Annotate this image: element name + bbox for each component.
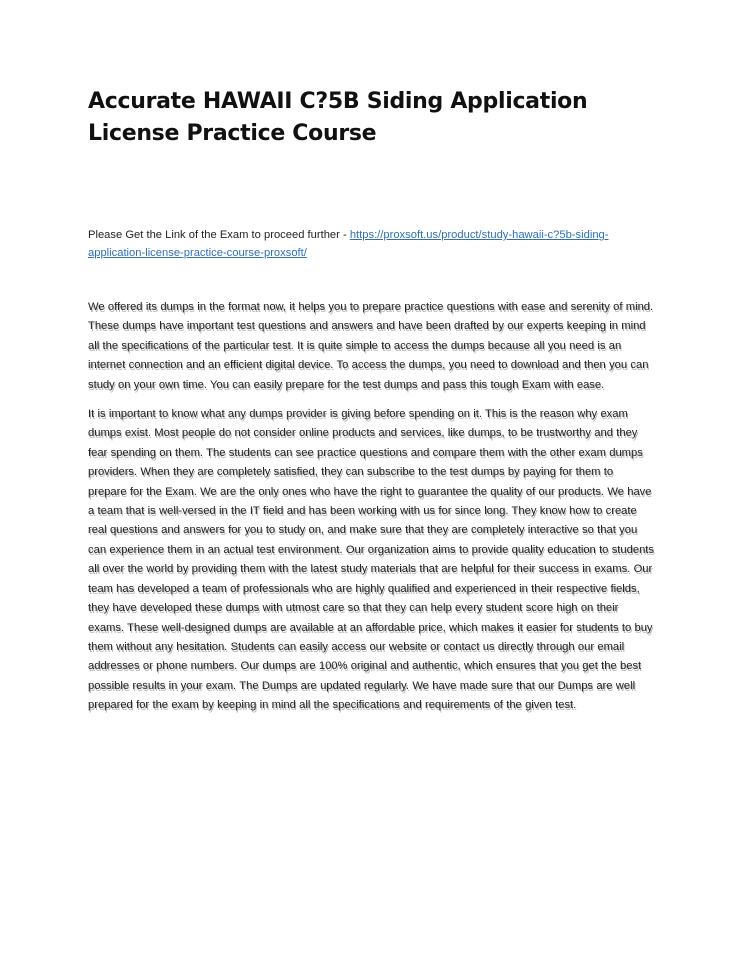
intro-line	[88, 226, 654, 262]
intro-text: Please Get the Link of the Exam to proceed further -	[88, 229, 350, 241]
exam-link[interactable]: https://proxsoft.us/product/study-hawaii-c?5b-siding-application-license-practice-course-proxsoft/	[88, 229, 609, 259]
paragraph-1: We offered its dumps in the format now, it helps you to prepare practice questions with ease and serenity of mind. These dumps have important test questions and answers and have been drafted by our experts keeping in mind all the specifications of the particular test. It is quite simple to access the dumps because all you need is an internet connection and an efficient digital device. To access the dumps, you need to download and then you can study on your own time. You can easily prepare for the test dumps and pass this tough Exam with ease.	[88, 301, 654, 391]
body-text	[88, 298, 654, 726]
paragraph-2: It is important to know what any dumps provider is giving before spending on it. This is the reason why exam dumps exist. Most people do not consider online products and services, like dumps, to be trustworthy and they fear spending on them. The students can see practice questions and compare them with the other exam dumps providers. When they are completely satisfied, they can subscribe to the test dumps by paying for them to prepare for the Exam. We are the only ones who have the right to guarantee the quality of our products. We have a team that is well-versed in the IT field and has been working with us for since long. They know how to create real questions and answers for you to study on, and make sure that they are completely interactive so that you can experience them in an actual test environment. Our organization aims to provide quality education to students all over the world by providing them with the latest study materials that are helpful for their success in exams. Our team has developed a team of professionals who are highly qualified and experienced in their respective fields, they have developed these dumps with utmost care so that they can help every student score high on their exams. These well-designed dumps are available at an affordable price, which makes it easier for students to buy them without any hesitation. Students can easily access our website or contact us directly through our email addresses or phone numbers. Our dumps are 100% original and authentic, which ensures that you get the best possible results in your exam. The Dumps are updated regularly. We have made sure that our Dumps are well prepared for the exam by keeping in mind all the specifications and requirements of the given test.	[88, 408, 655, 712]
page-title: Accurate HAWAII C?5B Siding Application License Practice Course	[88, 89, 588, 146]
